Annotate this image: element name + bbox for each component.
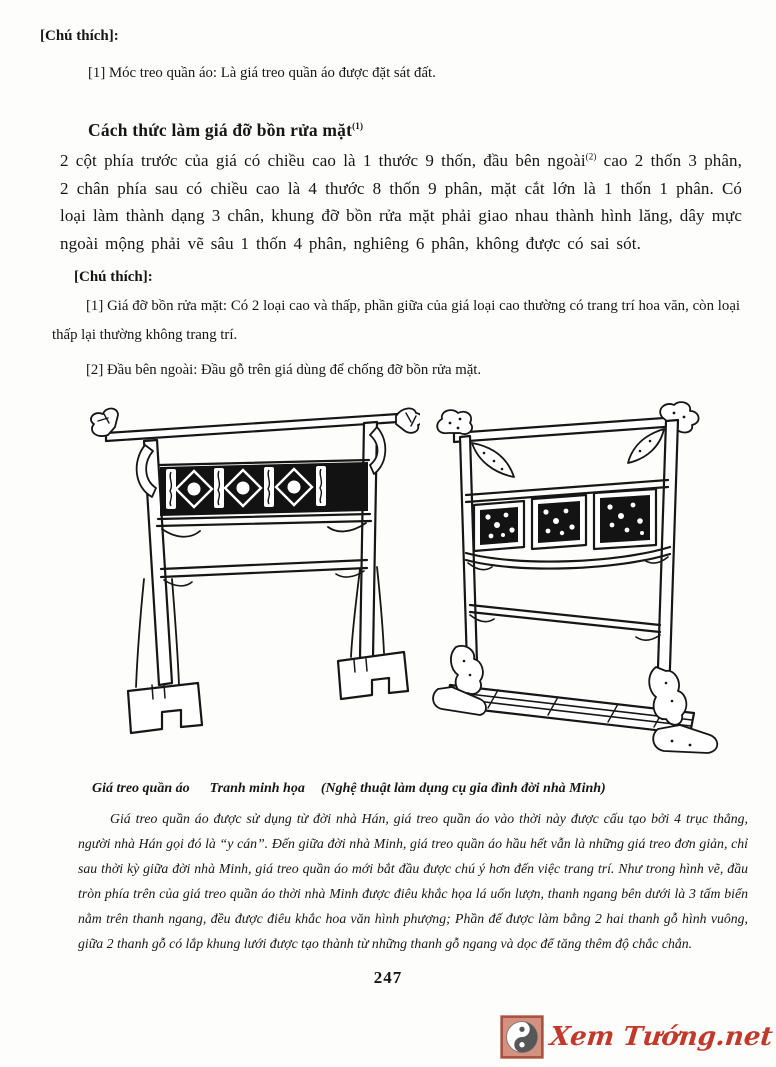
figure-caption-left: Giá treo quần áo	[92, 781, 190, 796]
footnote-item: [2] Đầu bên ngoài: Đầu gỗ trên giá dùng để chống đỡ bồn rửa mặt.	[86, 362, 482, 378]
section-body-paragraph	[60, 147, 742, 257]
site-watermark	[500, 1015, 772, 1059]
body-text-before-ref: 2 cột phía trước của giá có chiều cao là 1 thước 9 thốn, đầu bên ngoài	[60, 151, 586, 170]
yin-yang-icon	[500, 1015, 544, 1059]
footnote-section-label-top: [Chú thích]:	[40, 28, 119, 44]
figure-description: Giá treo quần áo được sử dụng từ đời nhà Hán, giá treo quần áo vào thời này được cấu tạo bởi 4 trục thẳng, người nhà Hán gọi đó là “y cán”. Đến giữa đời nhà Minh, giá treo quần áo hầu hết vẫn là những giá treo đơn giản, chỉ sau thời kỳ giữa đời nhà Minh, giá treo quần áo mới bắt đầu được chú ý hơn đến việc trang trí. Như trong hình vẽ, đầu tròn phía trên của giá treo quần áo thời nhà Minh được điêu khắc họa lá uốn lượn, thanh ngang bên dưới là 3 tấm biển nằm trên thanh ngang, đều được điêu khắc hoa văn hình phượng; Phần đế được làm bằng 2 hai thanh gỗ hình vuông, giữa 2 thanh gỗ có lắp khung lưới được tạo thành từ những thanh gỗ ngang và dọc để tăng thêm độ chắc chắn.	[78, 811, 748, 951]
watermark-text: Xem Tướng.net	[547, 1022, 774, 1052]
figure-caption-right: (Nghệ thuật làm dụng cụ gia đình đời nhà Minh)	[320, 781, 606, 796]
page-number: 247	[373, 968, 403, 987]
footnote-item: [1] Móc treo quần áo: Là giá treo quần áo được đặt sát đất.	[88, 65, 436, 81]
section-heading-text: Cách thức làm giá đỡ bồn rửa mặt	[88, 120, 353, 140]
footnote-ref-1: (1)	[352, 121, 364, 132]
figure-caption-middle: Tranh minh họa	[209, 781, 305, 796]
footnote-section-label-bottom: [Chú thích]:	[74, 269, 153, 285]
clothes-rack-illustration	[84, 399, 420, 755]
washbasin-rack-illustration	[428, 399, 732, 756]
footnote-ref-2: (2)	[585, 151, 597, 162]
footnote-item: [1] Giá đỡ bồn rửa mặt: Có 2 loại cao và thấp, phần giữa của giá loại cao thường có trang trí hoa văn, còn loại thấp lại thường không trang trí.	[52, 298, 740, 343]
figure-illustrations	[84, 399, 776, 757]
section-heading	[88, 120, 776, 141]
figure-caption	[92, 781, 776, 797]
body-text-after-ref: cao 2 thốn 3 phân, 2 chân phía sau có chiều cao là 4 thước 8 thốn 9 phân, mặt cắt lớn là 1 thốn 1 phân. Có loại làm thành dạng 3 chân, khung đỡ bồn rửa mặt phải giao nhau thành hình lăng, dây mực ngoài mộng phải vẽ sâu 1 thốn 4 phân, nghiêng 6 phân, không được có sai sót.	[60, 151, 742, 253]
